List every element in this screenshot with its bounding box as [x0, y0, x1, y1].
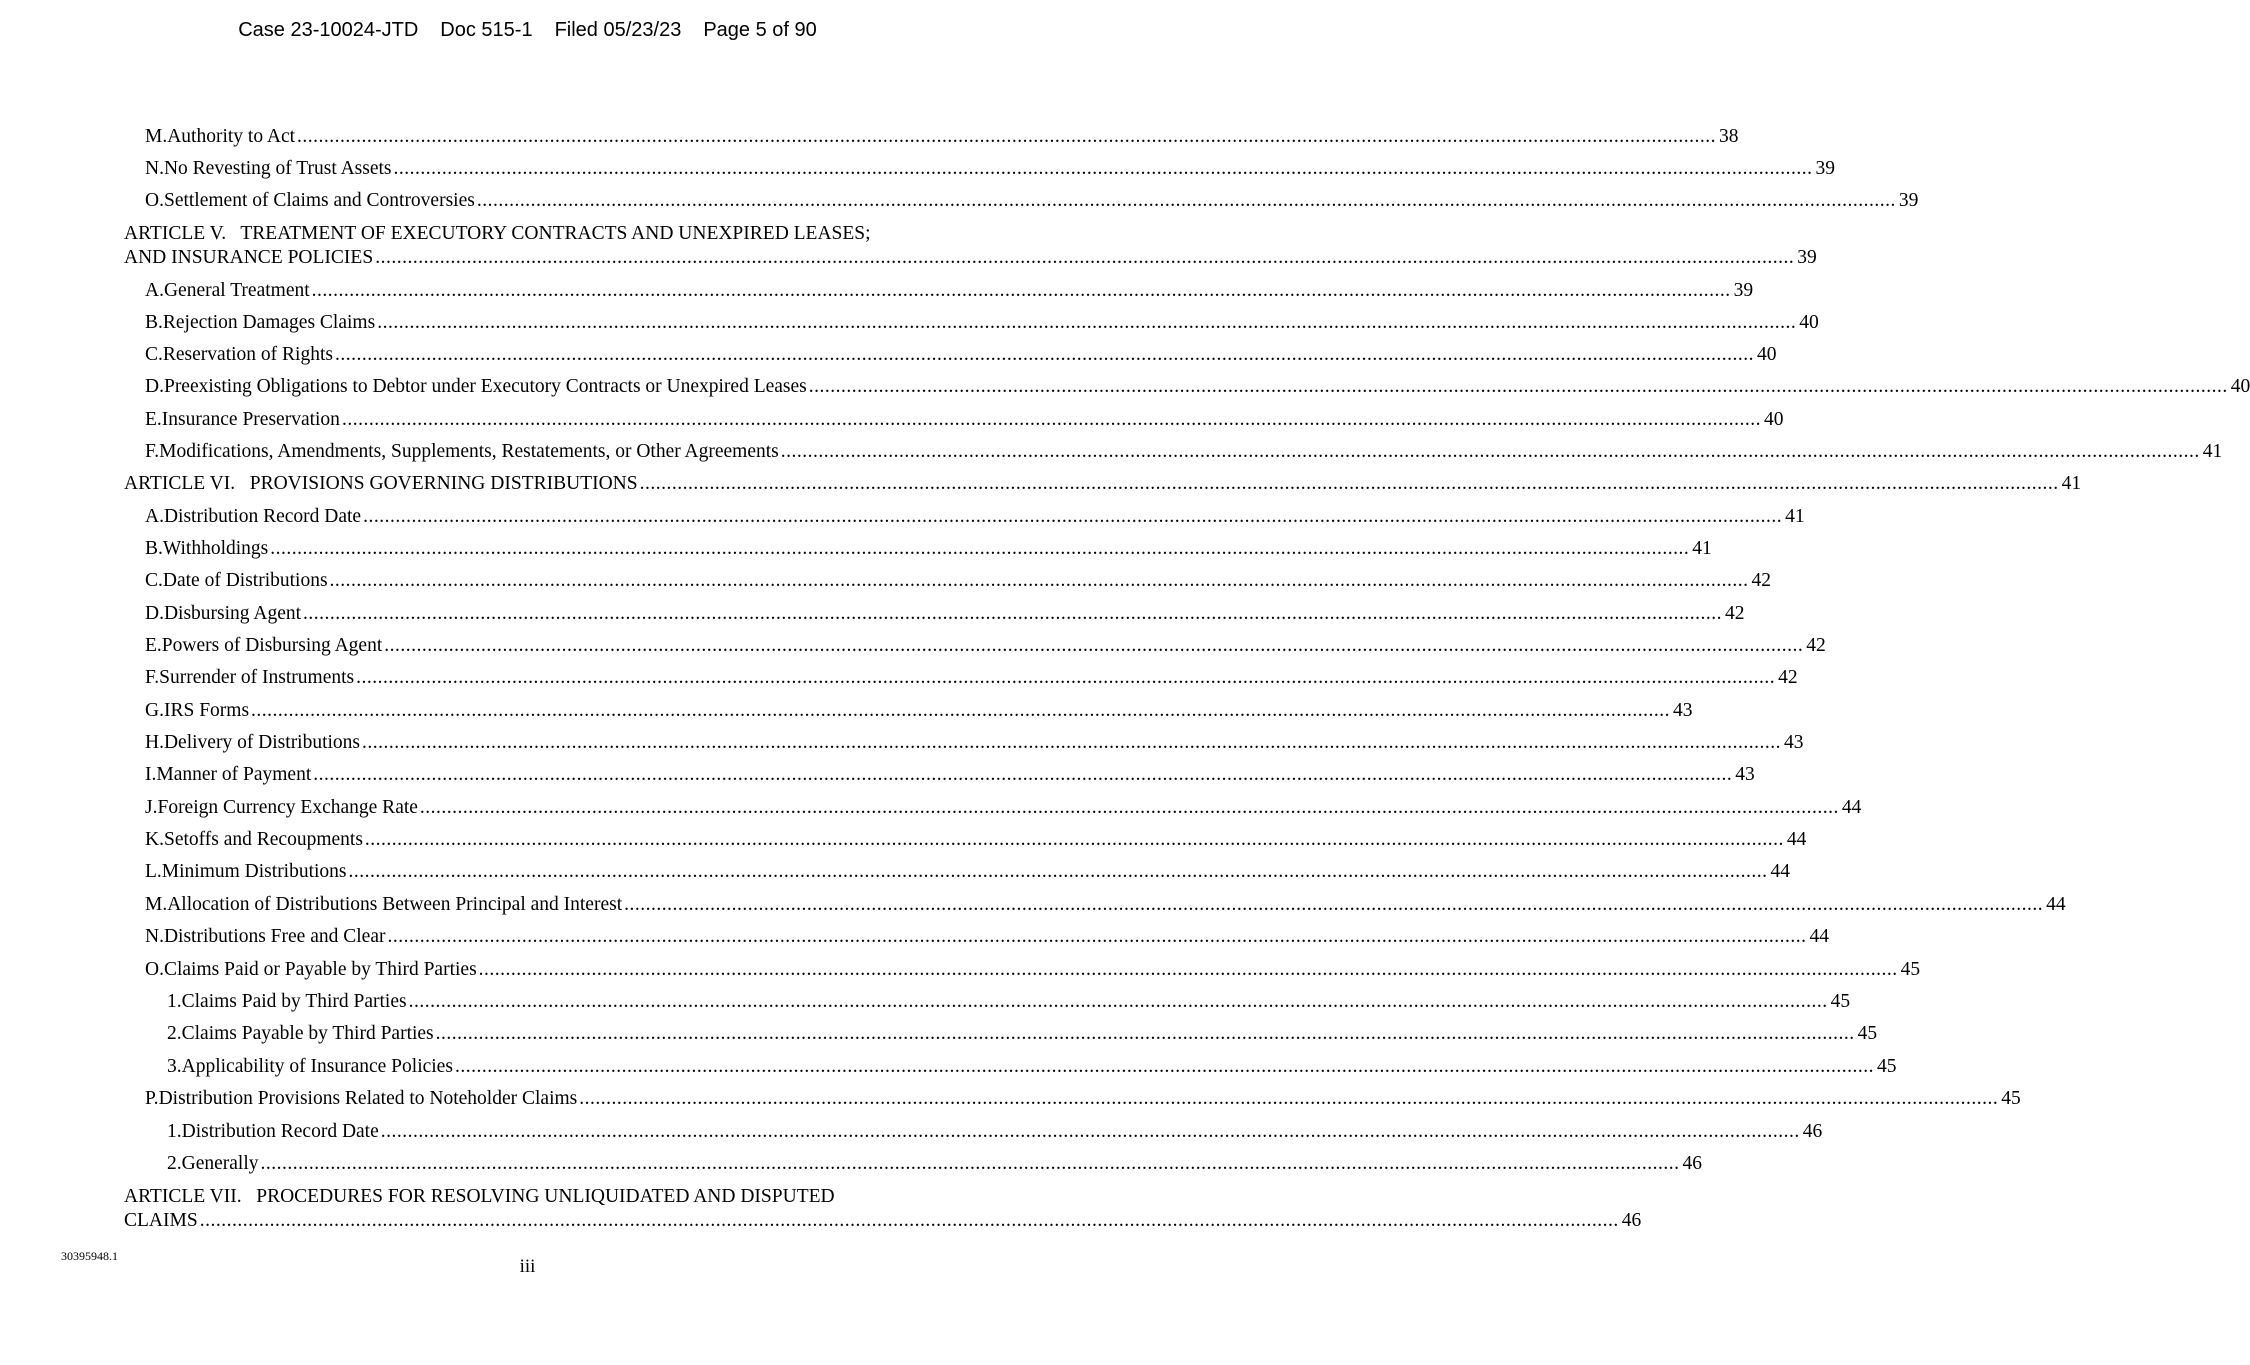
leader-dots: [363, 503, 1782, 531]
toc-entry[interactable]: [124, 406, 1784, 434]
toc-page: 39: [1733, 280, 1754, 301]
page-number: iii: [519, 1256, 536, 1277]
toc-letter: K.: [145, 829, 164, 850]
toc-entry[interactable]: [124, 309, 1819, 337]
leader-dots: [375, 244, 1794, 272]
toc-letter: E.: [145, 409, 162, 430]
toc-title: ARTICLE VI. PROVISIONS GOVERNING DISTRIBUTIONS: [124, 473, 638, 494]
toc-entry[interactable]: [124, 858, 1791, 886]
toc-letter: F.: [145, 441, 160, 462]
leader-dots: [312, 277, 1731, 305]
leader-dots: [381, 1118, 1800, 1146]
article-heading[interactable]: [124, 244, 1817, 272]
toc-letter: J.: [145, 797, 158, 818]
toc-letter: H.: [145, 732, 164, 753]
toc-title: Preexisting Obligations to Debtor under Executory Contracts or Unexpired Leases: [163, 376, 807, 397]
toc-page: 40: [1756, 344, 1777, 365]
toc-subentry[interactable]: [124, 1020, 1878, 1048]
leader-dots: [200, 1207, 1619, 1235]
toc-title: Distribution Provisions Related to Noteholder Claims: [158, 1088, 578, 1109]
page-indicator: Page 5 of 90: [703, 19, 817, 41]
toc-title: Distribution Record Date: [181, 1121, 379, 1142]
toc-letter: F.: [145, 667, 160, 688]
leader-dots: [579, 1085, 1998, 1113]
toc-title: Settlement of Claims and Controversies: [163, 190, 475, 211]
toc-entry[interactable]: [124, 794, 1862, 822]
toc-page: 46: [1802, 1121, 1823, 1142]
toc-page: 44: [1841, 797, 1862, 818]
leader-dots: [356, 664, 1775, 692]
filed-date: Filed 05/23/23: [554, 19, 682, 41]
leader-dots: [303, 600, 1722, 628]
leader-dots: [297, 123, 1716, 151]
toc-entry[interactable]: [124, 438, 2223, 466]
toc-page: 43: [1735, 764, 1755, 785]
leader-dots: [420, 794, 1839, 822]
toc-entry[interactable]: [124, 956, 1921, 984]
toc-title: Powers of Disbursing Agent: [161, 635, 383, 656]
toc-letter: L.: [145, 861, 162, 882]
toc-page: 45: [1900, 959, 1921, 980]
leader-dots: [409, 988, 1828, 1016]
toc-page: 39: [1898, 190, 1919, 211]
toc-title: Claims Paid by Third Parties: [181, 991, 407, 1012]
leader-dots: [384, 632, 1803, 660]
toc-letter: M.: [145, 894, 168, 915]
toc-title: Claims Payable by Third Parties: [181, 1023, 434, 1044]
toc-letter: E.: [145, 635, 162, 656]
toc-subentry[interactable]: [124, 1118, 1823, 1146]
toc-number: 2.: [167, 1023, 182, 1044]
leader-dots: [349, 858, 1768, 886]
toc-number: 1.: [167, 1121, 182, 1142]
toc-entry[interactable]: [124, 826, 1807, 854]
toc-entry[interactable]: [124, 1085, 2021, 1113]
leader-dots: [365, 826, 1784, 854]
toc-letter: N.: [145, 926, 164, 947]
leader-dots: [330, 567, 1749, 595]
toc-page: 46: [1682, 1153, 1703, 1174]
toc-title: Setoffs and Recoupments: [163, 829, 363, 850]
leader-dots: [479, 956, 1898, 984]
toc-letter: B.: [145, 538, 163, 559]
toc-entry[interactable]: [124, 697, 1693, 725]
toc-page: 44: [2046, 894, 2066, 915]
toc-number: 3.: [167, 1056, 182, 1077]
toc-page: 38: [1719, 126, 1739, 147]
toc-entry[interactable]: [124, 123, 1739, 151]
toc-page: 41: [1692, 538, 1712, 559]
toc-title: IRS Forms: [163, 700, 250, 721]
leader-dots: [624, 891, 2043, 919]
toc-title: Foreign Currency Exchange Rate: [157, 797, 418, 818]
toc-page: 40: [1763, 409, 1784, 430]
toc-entry[interactable]: [124, 761, 1755, 789]
leader-dots: [455, 1053, 1874, 1081]
toc-entry[interactable]: [124, 535, 1712, 563]
toc-entry[interactable]: [124, 632, 1826, 660]
toc-letter: D.: [145, 376, 164, 397]
toc-title: Reservation of Rights: [162, 344, 333, 365]
toc-page: 45: [1830, 991, 1851, 1012]
toc-entry[interactable]: [124, 600, 1745, 628]
toc-letter: M.: [145, 126, 168, 147]
toc-entry[interactable]: [124, 891, 2066, 919]
toc-entry[interactable]: [124, 503, 1805, 531]
leader-dots: [781, 438, 2200, 466]
leader-dots: [261, 1150, 1680, 1178]
article-heading[interactable]: [124, 1207, 1642, 1235]
toc-letter: A.: [145, 506, 164, 527]
toc-page: 41: [2061, 473, 2082, 494]
toc-page: 43: [1673, 700, 1693, 721]
toc-page: 44: [1786, 829, 1807, 850]
toc-title: Distribution Record Date: [163, 506, 362, 527]
toc-letter: G.: [145, 700, 164, 721]
toc-entry[interactable]: [124, 664, 1798, 692]
toc-entry[interactable]: [124, 373, 2250, 401]
leader-dots: [335, 341, 1754, 369]
toc-entry[interactable]: [124, 567, 1772, 595]
toc-letter: C.: [145, 344, 163, 365]
toc-page: 44: [1770, 861, 1791, 882]
leader-dots: [477, 187, 1896, 215]
toc-entry[interactable]: [124, 155, 1836, 183]
toc-title: Withholdings: [162, 538, 269, 559]
toc-page: 41: [2202, 441, 2223, 462]
toc-subentry[interactable]: [124, 988, 1851, 1016]
leader-dots: [809, 373, 2228, 401]
toc-page: 42: [1725, 603, 1745, 624]
toc-entry[interactable]: [124, 277, 1754, 305]
toc-letter: O.: [145, 190, 164, 211]
toc-letter: N.: [145, 158, 164, 179]
doc-number: Doc 515-1: [440, 19, 533, 41]
case-number: Case 23-10024-JTD: [238, 19, 419, 41]
toc-letter: I.: [145, 764, 157, 785]
leader-dots: [436, 1020, 1855, 1048]
case-header: [0, 19, 1055, 42]
toc-page: 40: [2230, 376, 2250, 397]
toc-title: Surrender of Instruments: [159, 667, 355, 688]
toc-page: 45: [2001, 1088, 2021, 1109]
toc-page: 42: [1778, 667, 1798, 688]
leader-dots: [640, 470, 2059, 498]
toc-page: 42: [1751, 570, 1772, 591]
toc-title: Applicability of Insurance Policies: [181, 1056, 453, 1077]
leader-dots: [251, 697, 1670, 725]
leader-dots: [387, 923, 1806, 951]
toc-letter: C.: [145, 570, 163, 591]
document-id: 30395948.1: [61, 1249, 118, 1263]
toc-title: Minimum Distributions: [161, 861, 347, 882]
toc-page: 39: [1797, 247, 1817, 268]
toc-page: 43: [1784, 732, 1804, 753]
toc-subentry[interactable]: [124, 1150, 1703, 1178]
leader-dots: [377, 309, 1796, 337]
article-heading[interactable]: [124, 470, 2082, 498]
toc-title: AND INSURANCE POLICIES: [124, 247, 374, 268]
toc-title: No Revesting of Trust Assets: [163, 158, 392, 179]
toc-letter: A.: [145, 280, 164, 301]
toc-title: Manner of Payment: [156, 764, 312, 785]
toc-letter: P.: [145, 1088, 159, 1109]
toc-page: 40: [1799, 312, 1819, 333]
toc-page: 45: [1857, 1023, 1878, 1044]
toc-entry[interactable]: [124, 341, 1777, 369]
article-heading-line[interactable]: ARTICLE V. TREATMENT OF EXECUTORY CONTRACTS AND UNEXPIRED LEASES;: [124, 223, 871, 244]
toc-number: 2.: [167, 1153, 182, 1174]
article-heading-line[interactable]: ARTICLE VII. PROCEDURES FOR RESOLVING UNLIQUIDATED AND DISPUTED: [124, 1186, 835, 1207]
toc-page: 39: [1815, 158, 1836, 179]
leader-dots: [394, 155, 1813, 183]
toc-subentry[interactable]: [124, 1053, 1897, 1081]
toc-title: Distributions Free and Clear: [163, 926, 386, 947]
toc-title: Insurance Preservation: [161, 409, 340, 430]
toc-title: Allocation of Distributions Between Principal and Interest: [167, 894, 623, 915]
toc-letter: D.: [145, 603, 164, 624]
toc-title: General Treatment: [163, 280, 310, 301]
toc-number: 1.: [167, 991, 182, 1012]
toc-title: Disbursing Agent: [163, 603, 302, 624]
toc-title: Rejection Damages Claims: [162, 312, 376, 333]
toc-letter: O.: [145, 959, 164, 980]
toc-page: 42: [1806, 635, 1826, 656]
toc-title: Generally: [181, 1153, 259, 1174]
toc-title: Modifications, Amendments, Supplements, Restatements, or Other Agreements: [159, 441, 779, 462]
toc-title: Authority to Act: [167, 126, 296, 147]
toc-page: 44: [1809, 926, 1829, 947]
leader-dots: [362, 729, 1781, 757]
toc-title: Delivery of Distributions: [163, 732, 361, 753]
toc-entry[interactable]: [124, 729, 1804, 757]
toc-title: Date of Distributions: [162, 570, 328, 591]
toc-entry[interactable]: [124, 923, 1829, 951]
toc-page: 46: [1621, 1210, 1642, 1231]
toc-letter: B.: [145, 312, 163, 333]
toc-title: Claims Paid or Payable by Third Parties: [163, 959, 477, 980]
toc-title: CLAIMS: [124, 1210, 198, 1231]
toc-page: 45: [1876, 1056, 1897, 1077]
leader-dots: [342, 406, 1761, 434]
toc-entry[interactable]: [124, 187, 1919, 215]
toc-page: 41: [1785, 506, 1805, 527]
leader-dots: [313, 761, 1732, 789]
leader-dots: [270, 535, 1689, 563]
